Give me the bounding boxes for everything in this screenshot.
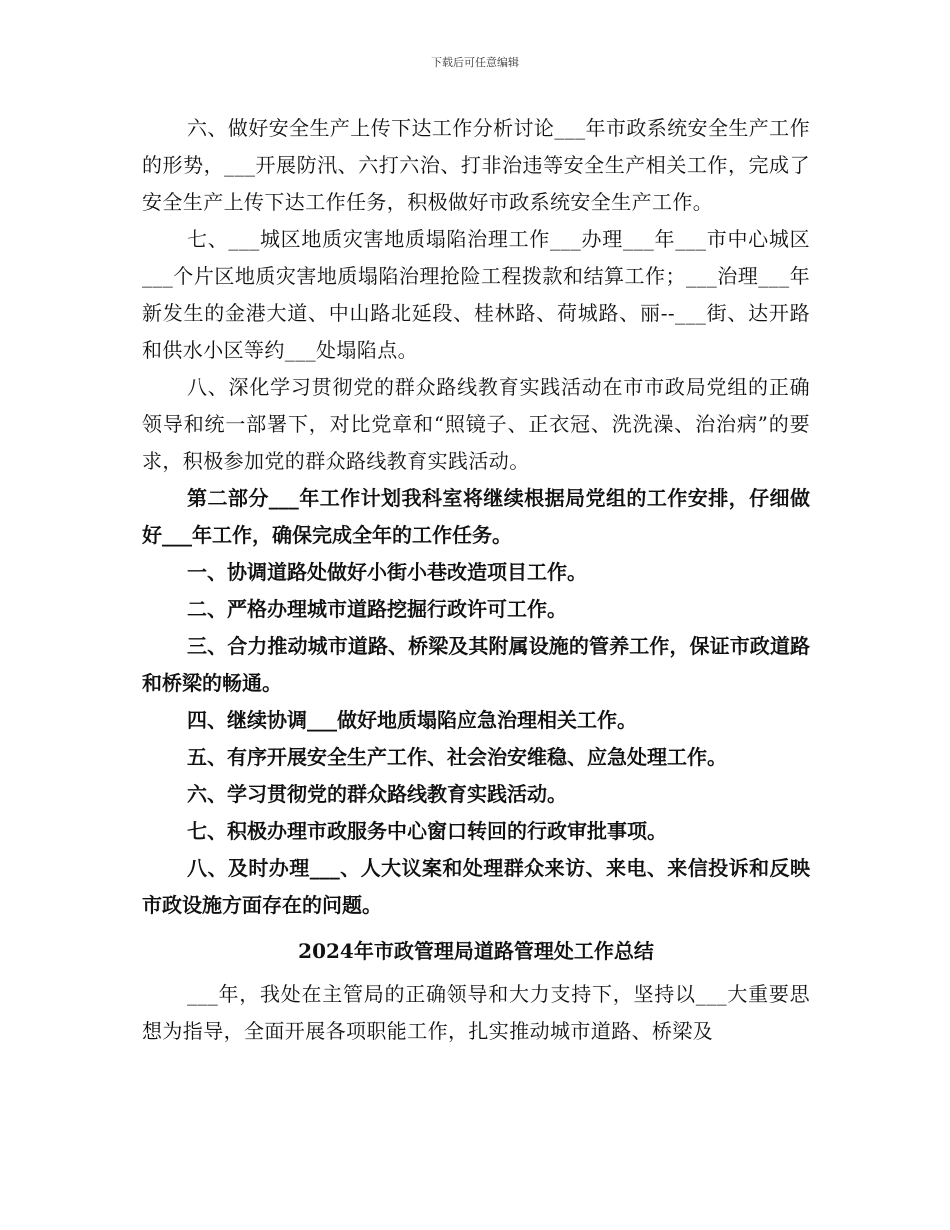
part2-intro: 第二部分___年工作计划我科室将继续根据局党组的工作安排，仔细做好___年工作，确保完成全年的工作任务。 xyxy=(142,486,810,547)
plan-item-2: 二、严格办理城市道路挖掘行政许可工作。 xyxy=(187,597,567,621)
plan-item-4: 四、继续协调___做好地质塌陷应急治理相关工作。 xyxy=(187,708,637,732)
final-paragraph: ___年，我处在主管局的正确领导和大力支持下，坚持以___大重要思想为指导，全面开展各项职能工作，扎实推动城市道路、桥梁及 xyxy=(142,982,810,1043)
plan-item-7: 七、积极办理市政服务中心窗口转回的行政审批事项。 xyxy=(187,819,667,843)
paragraph-item-6: 六、做好安全生产上传下达工作分析讨论___年市政系统安全生产工作的形势，___开展防汛、六打六治、打非治违等安全生产相关工作，完成了安全生产上传下达工作任务，积极做好市政系统安全生产工作。 xyxy=(142,116,810,214)
paragraph-item-8: 八、深化学习贯彻党的群众路线教育实践活动在市市政局党组的正确领导和统一部署下，对比党章和“照镜子、正衣冠、洗洗澡、治治病”的要求，积极参加党的群众路线教育实践活动。 xyxy=(142,375,810,473)
paragraph-item-7: 七、___城区地质灾害地质塌陷治理工作___办理___年___市中心城区___个片区地质灾害地质塌陷治理抢险工程拨款和结算工作；___治理___年新发生的金港大道、中山路北延段、桂林路、荷城路、丽--___街、达开路和供水小区等约___处塌陷点。 xyxy=(142,227,810,362)
section-title: 2024年市政管理局道路管理处工作总结 xyxy=(298,939,654,963)
plan-item-6: 六、学习贯彻党的群众路线教育实践活动。 xyxy=(187,782,567,806)
plan-item-5: 五、有序开展安全生产工作、社会治安维稳、应急处理工作。 xyxy=(187,745,727,769)
plan-item-8: 八、及时办理___、人大议案和处理群众来访、来电、来信投诉和反映市政设施方面存在的问题。 xyxy=(142,856,810,917)
page-header: 下载后可任意编辑 xyxy=(431,56,519,69)
plan-item-1: 一、协调道路处做好小街小巷改造项目工作。 xyxy=(187,560,587,584)
document-body xyxy=(142,110,810,1050)
plan-item-3: 三、合力推动城市道路、桥梁及其附属设施的管养工作，保证市政道路和桥梁的畅通。 xyxy=(142,634,810,695)
